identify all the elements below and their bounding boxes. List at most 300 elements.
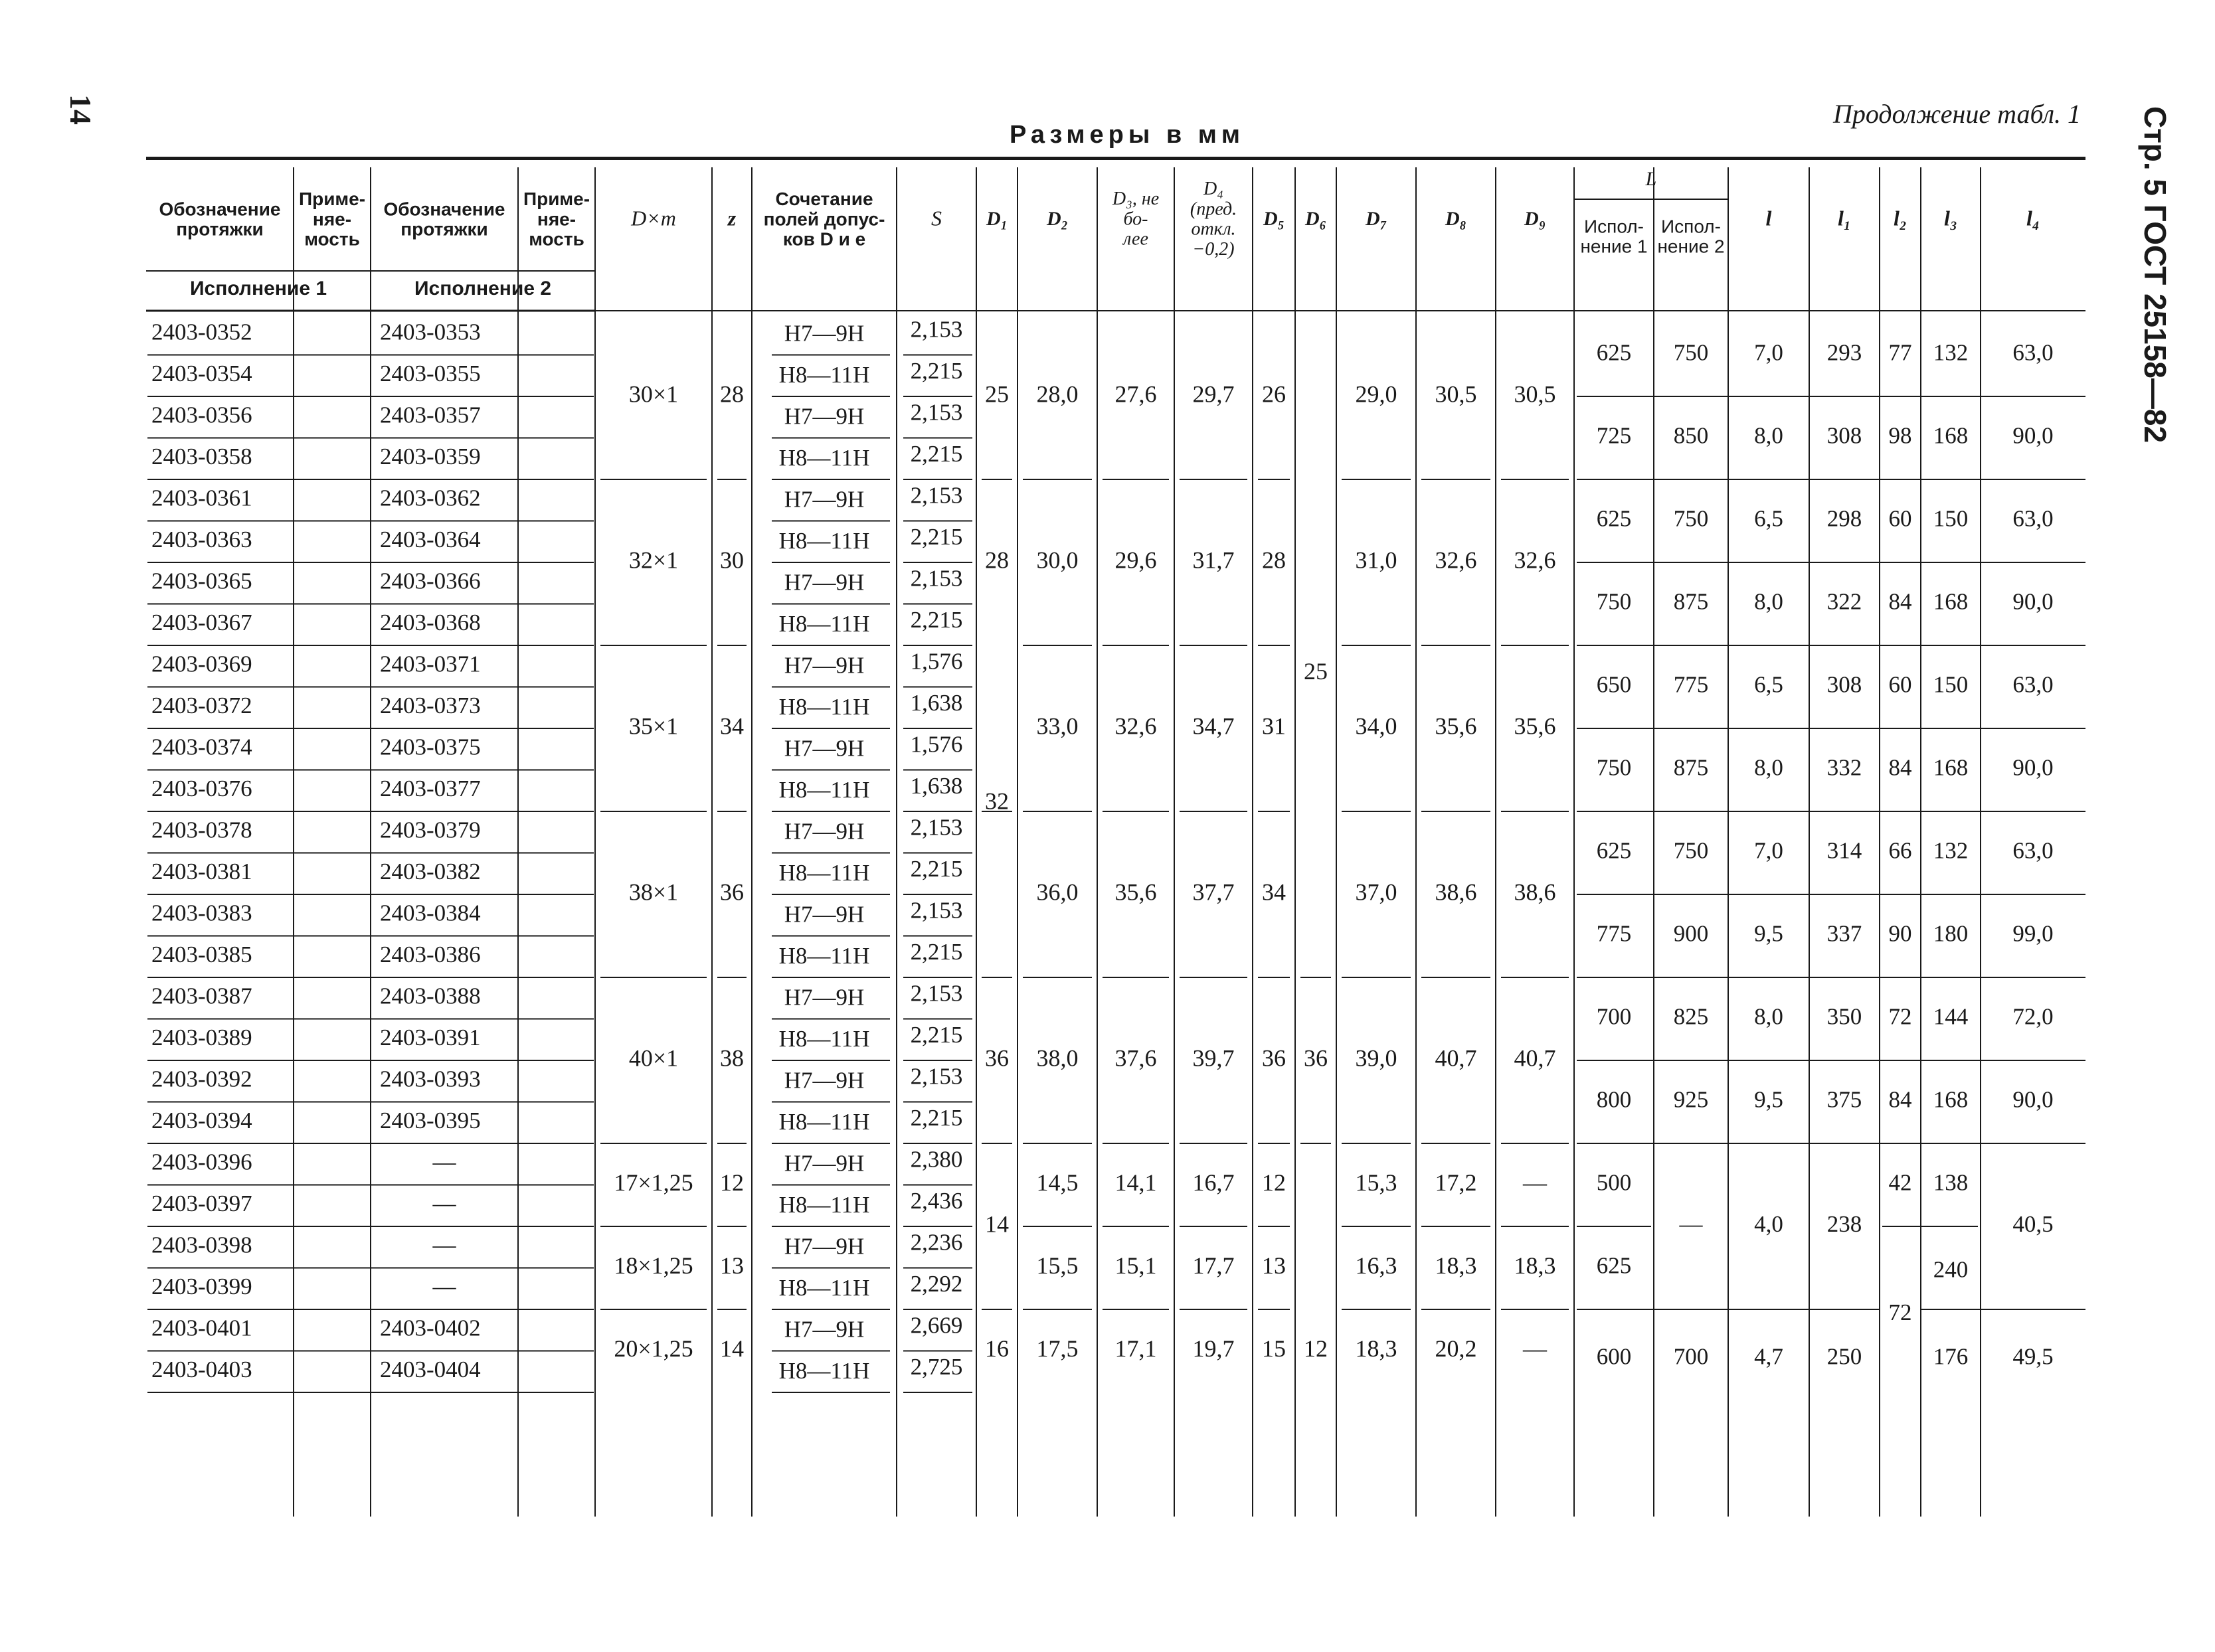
group-5-d4: 39,7 bbox=[1192, 1044, 1235, 1072]
length-7-l4: 63,0 bbox=[2012, 837, 2054, 864]
header-L-version-2: Испол- bbox=[1661, 216, 1721, 237]
length-10-l1: 375 bbox=[1826, 1086, 1862, 1113]
s-value-10: 1,638 bbox=[910, 689, 963, 716]
s-value-16: 2,215 bbox=[910, 938, 963, 965]
tolerance-26: H8—11H bbox=[778, 1357, 870, 1384]
last-L1: 600 bbox=[1596, 1343, 1632, 1370]
group-1-d5: 26 bbox=[1262, 380, 1286, 408]
group-8-d6: 12 bbox=[1304, 1335, 1328, 1362]
designation-v1-2403-0372: 2403-0372 bbox=[151, 692, 252, 718]
length-1-l1: 293 bbox=[1826, 339, 1862, 366]
length-10-l2: 84 bbox=[1888, 1086, 1912, 1113]
tolerance-11: H7—9H bbox=[784, 735, 865, 762]
table-top-rule bbox=[146, 157, 2085, 160]
designation-v2-14: 2403-0382 bbox=[380, 858, 481, 884]
tolerance-15: H7—9H bbox=[784, 901, 865, 928]
designation-v2-12: 2403-0377 bbox=[380, 775, 481, 801]
group-5-d2: 38,0 bbox=[1036, 1044, 1079, 1072]
length-8-l3: 180 bbox=[1933, 920, 1969, 947]
header-d3: лее bbox=[1123, 228, 1148, 250]
last-l1: 250 bbox=[1826, 1343, 1862, 1370]
length-2-l1: 308 bbox=[1826, 422, 1862, 449]
group-1-d3: 27,6 bbox=[1114, 380, 1157, 408]
header-designation-2: Обозначение bbox=[383, 199, 505, 220]
tolerance-14: H8—11H bbox=[778, 859, 870, 886]
length-2-L1: 725 bbox=[1596, 422, 1632, 449]
length-3-l3: 150 bbox=[1933, 505, 1969, 532]
length-8-L2: 900 bbox=[1673, 920, 1709, 947]
header-version-1: Исполнение 1 bbox=[189, 277, 327, 299]
group-1-d7: 29,0 bbox=[1355, 380, 1397, 408]
group-5-d5: 36 bbox=[1262, 1044, 1286, 1072]
group-2-d7: 31,0 bbox=[1355, 546, 1397, 574]
continuation-caption: Продолжение табл. 1 bbox=[1833, 99, 2082, 129]
tolerance-1: H7—9H bbox=[784, 320, 865, 347]
designation-v2-19: 2403-0393 bbox=[380, 1066, 481, 1092]
designation-v1-2403-0381: 2403-0381 bbox=[151, 858, 252, 884]
s-value-1: 2,153 bbox=[910, 316, 963, 343]
group-6-d5: 12 bbox=[1262, 1169, 1286, 1196]
header-version-2: Исполнение 2 bbox=[414, 277, 552, 299]
tolerance-24: H8—11H bbox=[778, 1274, 870, 1301]
group-8-dxm: 20×1,25 bbox=[614, 1335, 693, 1362]
small-L1-a: 500 bbox=[1596, 1169, 1632, 1196]
tolerance-20: H8—11H bbox=[778, 1108, 870, 1135]
designation-v2-18: 2403-0391 bbox=[380, 1024, 481, 1050]
designation-v2-22: — bbox=[432, 1190, 456, 1216]
designation-v2-7: 2403-0366 bbox=[380, 568, 481, 594]
header-l3: l₃ bbox=[1943, 206, 1958, 230]
length-8-l: 9,5 bbox=[1754, 920, 1783, 947]
group-2-z: 30 bbox=[720, 546, 744, 574]
d6-shared-30-38: 25 bbox=[1304, 657, 1328, 685]
group-8-z: 14 bbox=[720, 1335, 744, 1362]
group-3-d7: 34,0 bbox=[1355, 712, 1397, 740]
tolerance-21: H7—9H bbox=[784, 1150, 865, 1177]
tolerance-17: H7—9H bbox=[784, 984, 865, 1011]
designation-v2-13: 2403-0379 bbox=[380, 817, 481, 843]
designation-v1-2403-0363: 2403-0363 bbox=[151, 526, 252, 552]
header-s: S bbox=[931, 206, 942, 230]
s-value-22: 2,436 bbox=[910, 1187, 963, 1214]
length-5-L2: 775 bbox=[1673, 671, 1709, 698]
tolerance-23: H7—9H bbox=[784, 1233, 865, 1260]
length-9-l1: 350 bbox=[1826, 1003, 1862, 1030]
designation-v2-24: — bbox=[432, 1273, 456, 1299]
group-8-d1: 16 bbox=[985, 1335, 1009, 1362]
length-2-L2: 850 bbox=[1673, 422, 1709, 449]
s-value-23: 2,236 bbox=[910, 1229, 963, 1256]
group-5-d8: 40,7 bbox=[1435, 1044, 1477, 1072]
last-l: 4,7 bbox=[1754, 1343, 1783, 1370]
tolerance-22: H8—11H bbox=[778, 1191, 870, 1218]
length-4-L1: 750 bbox=[1596, 588, 1632, 615]
small-l2-b: 72 bbox=[1888, 1299, 1912, 1326]
group-1-dxm: 30×1 bbox=[628, 380, 679, 408]
length-4-L2: 875 bbox=[1673, 588, 1709, 615]
designation-v2-21: — bbox=[432, 1149, 456, 1175]
d1-shared-35-38: 32 bbox=[985, 787, 1009, 815]
group-5-dxm: 40×1 bbox=[628, 1044, 679, 1072]
tolerance-8: H8—11H bbox=[778, 610, 870, 637]
tolerance-7: H7—9H bbox=[784, 569, 865, 596]
s-value-26: 2,725 bbox=[910, 1353, 963, 1380]
group-3-dxm: 35×1 bbox=[628, 712, 679, 740]
designation-v2-9: 2403-0371 bbox=[380, 651, 481, 677]
group-7-d3: 15,1 bbox=[1114, 1252, 1157, 1279]
s-value-12: 1,638 bbox=[910, 772, 963, 799]
designation-v1-2403-0398: 2403-0398 bbox=[151, 1232, 252, 1258]
designation-v1-2403-0387: 2403-0387 bbox=[151, 983, 252, 1009]
group-2-d5: 28 bbox=[1262, 546, 1286, 574]
group-8-d3: 17,1 bbox=[1114, 1335, 1157, 1362]
header-l2: l₂ bbox=[1893, 206, 1907, 230]
length-7-l1: 314 bbox=[1826, 837, 1862, 864]
designation-v1-2403-0397: 2403-0397 bbox=[151, 1190, 252, 1216]
length-9-l2: 72 bbox=[1888, 1003, 1912, 1030]
group-4-d9: 38,6 bbox=[1514, 878, 1556, 906]
length-4-l2: 84 bbox=[1888, 588, 1912, 615]
header-applicability-2: мость bbox=[529, 228, 584, 250]
designation-v1-2403-0374: 2403-0374 bbox=[151, 734, 252, 760]
designation-v1-2403-0369: 2403-0369 bbox=[151, 651, 252, 677]
s-value-6: 2,215 bbox=[910, 523, 963, 550]
s-value-20: 2,215 bbox=[910, 1104, 963, 1131]
group-2-d2: 30,0 bbox=[1036, 546, 1079, 574]
small-l1: 238 bbox=[1826, 1211, 1862, 1238]
length-9-l: 8,0 bbox=[1754, 1003, 1783, 1030]
group-1-d1: 25 bbox=[985, 380, 1009, 408]
group-5-d7: 39,0 bbox=[1355, 1044, 1397, 1072]
header-d8: D₈ bbox=[1445, 207, 1467, 230]
header-d9: D₉ bbox=[1524, 207, 1546, 230]
group-5-d6: 36 bbox=[1304, 1044, 1328, 1072]
group-8-d9: — bbox=[1523, 1335, 1547, 1362]
length-3-L2: 750 bbox=[1673, 505, 1709, 532]
tolerance-10: H8—11H bbox=[778, 693, 870, 720]
group-2-d9: 32,6 bbox=[1514, 546, 1556, 574]
length-4-l1: 322 bbox=[1826, 588, 1862, 615]
header-L-version-2: нение 2 bbox=[1657, 236, 1725, 257]
header-tolerance: Сочетание bbox=[775, 189, 873, 210]
length-6-L2: 875 bbox=[1673, 754, 1709, 781]
tolerance-3: H7—9H bbox=[784, 403, 865, 430]
group-1-d9: 30,5 bbox=[1514, 380, 1556, 408]
designation-v2-11: 2403-0375 bbox=[380, 734, 481, 760]
designation-v1-2403-0396: 2403-0396 bbox=[151, 1149, 252, 1175]
group-2-dxm: 32×1 bbox=[628, 546, 679, 574]
designation-v2-8: 2403-0368 bbox=[380, 609, 481, 635]
group-3-d4: 34,7 bbox=[1192, 712, 1235, 740]
designation-v1-2403-0356: 2403-0356 bbox=[151, 402, 252, 428]
designation-v1-2403-0383: 2403-0383 bbox=[151, 900, 252, 926]
length-3-l2: 60 bbox=[1888, 505, 1912, 532]
group-6-z: 12 bbox=[720, 1169, 744, 1196]
group-3-d2: 33,0 bbox=[1036, 712, 1079, 740]
length-6-l: 8,0 bbox=[1754, 754, 1783, 781]
group-7-d2: 15,5 bbox=[1036, 1252, 1079, 1279]
header-applicability-1: няе- bbox=[312, 208, 352, 230]
tolerance-18: H8—11H bbox=[778, 1025, 870, 1052]
group-5-d1: 36 bbox=[985, 1044, 1009, 1072]
designation-v2-4: 2403-0359 bbox=[380, 443, 481, 469]
s-value-19: 2,153 bbox=[910, 1063, 963, 1090]
group-6-d2: 14,5 bbox=[1036, 1169, 1079, 1196]
designation-v1-2403-0358: 2403-0358 bbox=[151, 443, 252, 469]
s-value-17: 2,153 bbox=[910, 980, 963, 1007]
designation-v1-2403-0389: 2403-0389 bbox=[151, 1024, 252, 1050]
length-6-l2: 84 bbox=[1888, 754, 1912, 781]
group-4-d7: 37,0 bbox=[1355, 878, 1397, 906]
length-5-l4: 63,0 bbox=[2012, 671, 2054, 698]
length-10-l: 9,5 bbox=[1754, 1086, 1783, 1113]
tolerance-12: H8—11H bbox=[778, 776, 870, 803]
s-value-11: 1,576 bbox=[910, 731, 963, 758]
length-10-L2: 925 bbox=[1673, 1086, 1709, 1113]
group-6-d9: — bbox=[1523, 1169, 1547, 1196]
length-7-l: 7,0 bbox=[1754, 837, 1783, 864]
group-4-dxm: 38×1 bbox=[628, 878, 679, 906]
length-8-l4: 99,0 bbox=[2012, 920, 2054, 947]
group-8-d4: 19,7 bbox=[1192, 1335, 1235, 1362]
header-applicability-1: мость bbox=[304, 228, 360, 250]
designation-v2-15: 2403-0384 bbox=[380, 900, 481, 926]
length-4-l: 8,0 bbox=[1754, 588, 1783, 615]
group-6-d8: 17,2 bbox=[1435, 1169, 1477, 1196]
group-8-d8: 20,2 bbox=[1435, 1335, 1477, 1362]
s-value-5: 2,153 bbox=[910, 482, 963, 509]
designation-v2-17: 2403-0388 bbox=[380, 983, 481, 1009]
header-l: l bbox=[1765, 206, 1772, 230]
tolerance-19: H7—9H bbox=[784, 1067, 865, 1094]
s-value-9: 1,576 bbox=[910, 648, 963, 675]
length-10-l3: 168 bbox=[1933, 1086, 1969, 1113]
length-6-L1: 750 bbox=[1596, 754, 1632, 781]
designation-v2-16: 2403-0386 bbox=[380, 941, 481, 967]
header-tolerance: ков D и e bbox=[782, 228, 866, 250]
header-L-version-1: Испол- bbox=[1584, 216, 1644, 237]
tolerance-5: H7—9H bbox=[784, 486, 865, 513]
header-d4: откл. bbox=[1191, 218, 1236, 240]
designation-v2-2: 2403-0355 bbox=[380, 360, 481, 386]
group-5-d3: 37,6 bbox=[1114, 1044, 1157, 1072]
tolerance-2: H8—11H bbox=[778, 361, 870, 388]
group-7-d9: 18,3 bbox=[1514, 1252, 1556, 1279]
length-10-l4: 90,0 bbox=[2012, 1086, 2054, 1113]
tolerance-16: H8—11H bbox=[778, 942, 870, 969]
designation-v1-2403-0401: 2403-0401 bbox=[151, 1315, 252, 1341]
designation-v1-2403-0378: 2403-0378 bbox=[151, 817, 252, 843]
length-4-l4: 90,0 bbox=[2012, 588, 2054, 615]
header-designation-1: Обозначение bbox=[159, 199, 281, 220]
header-L-version-1: нение 1 bbox=[1580, 236, 1648, 257]
length-7-L2: 750 bbox=[1673, 837, 1709, 864]
designation-v2-5: 2403-0362 bbox=[380, 485, 481, 511]
designation-v1-2403-0385: 2403-0385 bbox=[151, 941, 252, 967]
length-5-l1: 308 bbox=[1826, 671, 1862, 698]
header-l4: l₄ bbox=[2026, 206, 2040, 230]
s-value-18: 2,215 bbox=[910, 1021, 963, 1048]
group-7-d8: 18,3 bbox=[1435, 1252, 1477, 1279]
length-2-l3: 168 bbox=[1933, 422, 1969, 449]
group-8-d7: 18,3 bbox=[1355, 1335, 1397, 1362]
group-2-d4: 31,7 bbox=[1192, 546, 1235, 574]
header-l1: l₁ bbox=[1837, 206, 1852, 230]
length-2-l: 8,0 bbox=[1754, 422, 1783, 449]
designation-v2-20: 2403-0395 bbox=[380, 1107, 481, 1133]
group-3-d5: 31 bbox=[1262, 712, 1286, 740]
length-4-l3: 168 bbox=[1933, 588, 1969, 615]
group-4-z: 36 bbox=[720, 878, 744, 906]
s-value-13: 2,153 bbox=[910, 814, 963, 841]
designation-v1-2403-0376: 2403-0376 bbox=[151, 775, 252, 801]
tolerance-4: H8—11H bbox=[778, 444, 870, 471]
designation-v1-2403-0403: 2403-0403 bbox=[151, 1356, 252, 1382]
header-tolerance: полей допус- bbox=[763, 208, 885, 230]
designation-v1-2403-0392: 2403-0392 bbox=[151, 1066, 252, 1092]
header-d2: D₂ bbox=[1046, 207, 1069, 230]
tolerance-25: H7—9H bbox=[784, 1316, 865, 1343]
group-1-d4: 29,7 bbox=[1192, 380, 1235, 408]
designation-v2-25: 2403-0402 bbox=[380, 1315, 481, 1341]
group-8-d2: 17,5 bbox=[1036, 1335, 1079, 1362]
tolerance-9: H7—9H bbox=[784, 652, 865, 679]
last-L2: 700 bbox=[1673, 1343, 1709, 1370]
designation-v1-2403-0394: 2403-0394 bbox=[151, 1107, 252, 1133]
length-6-l3: 168 bbox=[1933, 754, 1969, 781]
group-3-d9: 35,6 bbox=[1514, 712, 1556, 740]
header-d7: D₇ bbox=[1365, 207, 1387, 230]
group-1-d2: 28,0 bbox=[1036, 380, 1079, 408]
length-1-l: 7,0 bbox=[1754, 339, 1783, 366]
group-2-d3: 29,6 bbox=[1114, 546, 1157, 574]
group-6-dxm: 17×1,25 bbox=[614, 1169, 693, 1196]
header-applicability-1: Приме- bbox=[298, 189, 366, 210]
length-5-l2: 60 bbox=[1888, 671, 1912, 698]
group-1-z: 28 bbox=[720, 380, 744, 408]
header-d6: D₆ bbox=[1304, 207, 1327, 230]
designation-v2-1: 2403-0353 bbox=[380, 319, 481, 345]
group-7-dxm: 18×1,25 bbox=[614, 1252, 693, 1279]
small-l2-a: 42 bbox=[1888, 1169, 1912, 1196]
designation-v1-2403-0365: 2403-0365 bbox=[151, 568, 252, 594]
group-2-d1: 28 bbox=[985, 546, 1009, 574]
group-3-z: 34 bbox=[720, 712, 744, 740]
length-8-l1: 337 bbox=[1826, 920, 1862, 947]
small-L1-b: 625 bbox=[1596, 1252, 1632, 1279]
header-z: z bbox=[727, 206, 737, 230]
s-value-14: 2,215 bbox=[910, 855, 963, 882]
length-1-l2: 77 bbox=[1888, 339, 1912, 366]
header-applicability-2: няе- bbox=[537, 208, 576, 230]
group-4-d5: 34 bbox=[1262, 878, 1286, 906]
small-l: 4,0 bbox=[1754, 1211, 1783, 1238]
s-value-2: 2,215 bbox=[910, 357, 963, 384]
length-8-L1: 775 bbox=[1596, 920, 1632, 947]
header-d4: (пред. bbox=[1190, 199, 1237, 220]
length-1-l4: 63,0 bbox=[2012, 339, 2054, 366]
tolerance-13: H7—9H bbox=[784, 818, 865, 845]
group-4-d3: 35,6 bbox=[1114, 878, 1157, 906]
length-1-L1: 625 bbox=[1596, 339, 1632, 366]
header-designation-1: протяжки bbox=[176, 218, 264, 240]
length-1-l3: 132 bbox=[1933, 339, 1969, 366]
group-6-d3: 14,1 bbox=[1114, 1169, 1157, 1196]
group-3-d3: 32,6 bbox=[1114, 712, 1157, 740]
length-5-l: 6,5 bbox=[1754, 671, 1783, 698]
length-3-L1: 625 bbox=[1596, 505, 1632, 532]
length-3-l: 6,5 bbox=[1754, 505, 1783, 532]
designation-v2-10: 2403-0373 bbox=[380, 692, 481, 718]
header-d4: −0,2) bbox=[1192, 238, 1235, 260]
length-3-l4: 63,0 bbox=[2012, 505, 2054, 532]
length-10-L1: 800 bbox=[1596, 1086, 1632, 1113]
s-value-24: 2,292 bbox=[910, 1270, 963, 1297]
designation-v1-2403-0354: 2403-0354 bbox=[151, 360, 252, 386]
designation-v2-3: 2403-0357 bbox=[380, 402, 481, 428]
header-d3: D₃, не bbox=[1112, 189, 1160, 210]
designation-v1-2403-0352: 2403-0352 bbox=[151, 319, 252, 345]
designation-v1-2403-0399: 2403-0399 bbox=[151, 1273, 252, 1299]
d1-shared-17-18: 14 bbox=[985, 1210, 1009, 1238]
group-2-d8: 32,6 bbox=[1435, 546, 1477, 574]
length-9-l3: 144 bbox=[1933, 1003, 1969, 1030]
header-designation-2: протяжки bbox=[400, 218, 488, 240]
length-8-l2: 90 bbox=[1888, 920, 1912, 947]
group-6-d7: 15,3 bbox=[1355, 1169, 1397, 1196]
s-value-4: 2,215 bbox=[910, 440, 963, 467]
group-4-d8: 38,6 bbox=[1435, 878, 1477, 906]
tolerance-6: H8—11H bbox=[778, 527, 870, 554]
header-dxm: D×m bbox=[631, 206, 676, 230]
last-l3: 176 bbox=[1933, 1343, 1969, 1370]
small-l3-b: 240 bbox=[1933, 1256, 1969, 1283]
dimensions-table bbox=[146, 162, 2085, 1527]
group-8-d5: 15 bbox=[1262, 1335, 1286, 1362]
group-7-d5: 13 bbox=[1262, 1252, 1286, 1279]
small-L2: — bbox=[1679, 1211, 1703, 1238]
units-caption: Размеры в мм bbox=[1010, 121, 1245, 149]
designation-v1-2403-0361: 2403-0361 bbox=[151, 485, 252, 511]
s-value-21: 2,380 bbox=[910, 1146, 963, 1173]
header-d3: бо- bbox=[1123, 208, 1148, 230]
group-5-d9: 40,7 bbox=[1514, 1044, 1556, 1072]
s-value-3: 2,153 bbox=[910, 399, 963, 426]
length-7-L1: 625 bbox=[1596, 837, 1632, 864]
length-9-L1: 700 bbox=[1596, 1003, 1632, 1030]
header-d5: D₅ bbox=[1263, 207, 1285, 230]
length-5-l3: 150 bbox=[1933, 671, 1969, 698]
header-L: L bbox=[1645, 167, 1657, 190]
length-7-l3: 132 bbox=[1933, 837, 1969, 864]
standard-vertical-label: Стр. 5 ГОСТ 25158—82 bbox=[2138, 106, 2172, 444]
length-2-l2: 98 bbox=[1888, 422, 1912, 449]
header-d1: D₁ bbox=[986, 207, 1008, 230]
group-4-d4: 37,7 bbox=[1192, 878, 1235, 906]
group-7-d4: 17,7 bbox=[1192, 1252, 1235, 1279]
header-applicability-2: Приме- bbox=[523, 189, 590, 210]
length-2-l4: 90,0 bbox=[2012, 422, 2054, 449]
group-7-z: 13 bbox=[720, 1252, 744, 1279]
last-l4: 49,5 bbox=[2012, 1343, 2054, 1370]
group-7-d7: 16,3 bbox=[1355, 1252, 1397, 1279]
s-value-25: 2,669 bbox=[910, 1312, 963, 1339]
length-3-l1: 298 bbox=[1826, 505, 1862, 532]
group-4-d2: 36,0 bbox=[1036, 878, 1079, 906]
small-l4: 40,5 bbox=[2012, 1211, 2054, 1238]
page-number: 14 bbox=[64, 94, 98, 125]
s-value-15: 2,153 bbox=[910, 897, 963, 924]
